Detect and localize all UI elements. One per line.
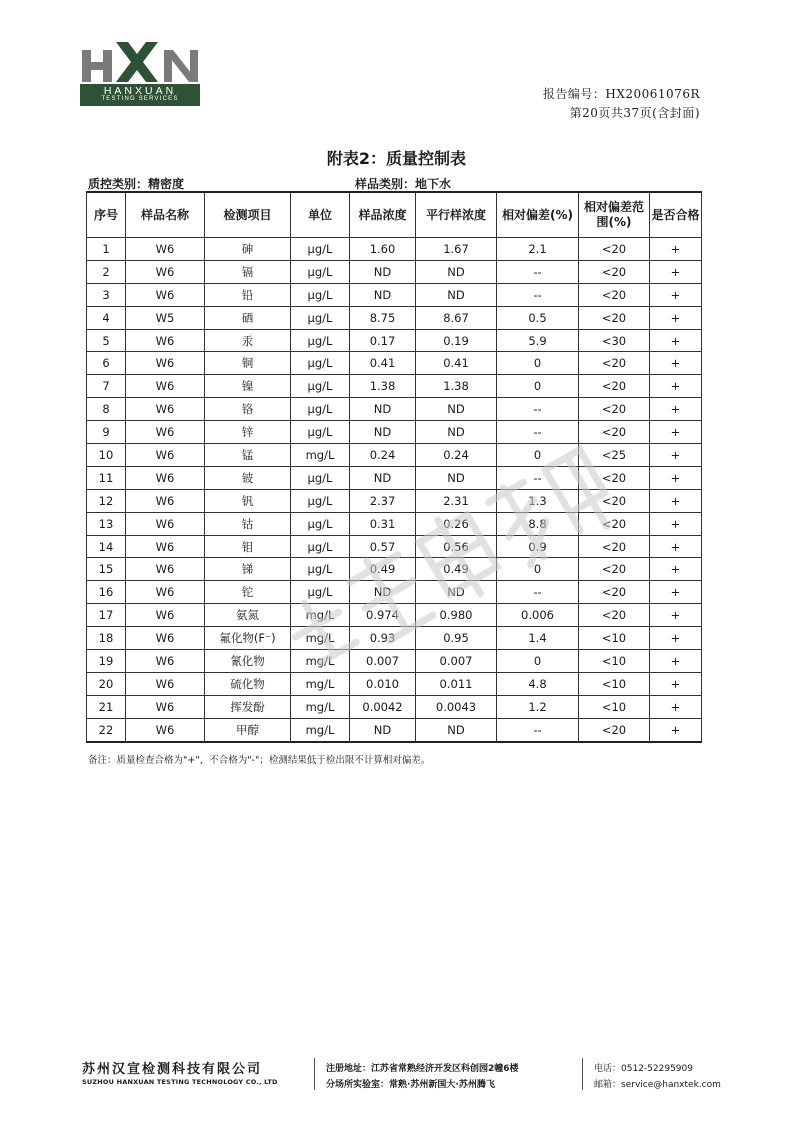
cell-pass: + [650,535,702,558]
cell-rel-dev-range: <30 [579,329,650,352]
cell-test-item: 钼 [205,535,291,558]
col-header-sample-name: 样品名称 [126,192,205,238]
cell-rel-dev-range: <20 [579,581,650,604]
cell-rel-dev: 0 [497,352,579,375]
cell-unit: μg/L [291,238,350,261]
table-row [87,695,702,718]
cell-pass: + [650,512,702,535]
table-header-row [87,192,702,238]
cell-sample-name: W6 [126,283,205,306]
table-row [87,352,702,375]
footer-company-name: 苏州汉宣检测科技有限公司 [82,1062,263,1077]
cell-parallel-conc: ND [416,718,497,741]
cell-pass: + [650,695,702,718]
cell-index: 17 [87,604,126,627]
cell-test-item: 氰化物 [205,650,291,673]
cell-sample-conc: 0.24 [350,444,416,467]
cell-rel-dev: 1.4 [497,627,579,650]
cell-parallel-conc: 1.67 [416,238,497,261]
cell-unit: μg/L [291,581,350,604]
cell-pass: + [650,558,702,581]
cell-pass: + [650,718,702,741]
cell-sample-conc: 0.57 [350,535,416,558]
report-number: 报告编号：HX20061076R [542,87,700,101]
cell-parallel-conc: 0.95 [416,627,497,650]
cell-unit: μg/L [291,329,350,352]
cell-rel-dev-range: <20 [579,375,650,398]
cell-rel-dev: -- [497,466,579,489]
cell-rel-dev-range: <20 [579,489,650,512]
cell-index: 6 [87,352,126,375]
cell-rel-dev-range: <25 [579,444,650,467]
cell-test-item: 砷 [205,238,291,261]
cell-index: 13 [87,512,126,535]
logo-subtitle: TESTING SERVICES [101,96,179,102]
cell-sample-name: W6 [126,695,205,718]
cell-test-item: 锌 [205,421,291,444]
cell-sample-conc: 0.974 [350,604,416,627]
cell-index: 20 [87,672,126,695]
cell-rel-dev-range: <10 [579,672,650,695]
cell-index: 19 [87,650,126,673]
cell-unit: μg/L [291,375,350,398]
cell-sample-name: W6 [126,650,205,673]
cell-parallel-conc: 0.0043 [416,695,497,718]
cell-parallel-conc: 0.24 [416,444,497,467]
qc-type-label: 质控类别：精密度 [88,177,185,191]
cell-sample-conc: 0.93 [350,627,416,650]
cell-index: 22 [87,718,126,741]
table-row [87,627,702,650]
cell-rel-dev: 2.1 [497,238,579,261]
table-row [87,260,702,283]
cell-parallel-conc: 1.38 [416,375,497,398]
cell-sample-name: W6 [126,718,205,741]
cell-index: 2 [87,260,126,283]
cell-test-item: 甲醇 [205,718,291,741]
col-header-pass: 是否合格 [650,192,702,238]
cell-sample-name: W5 [126,306,205,329]
cell-index: 1 [87,238,126,261]
cell-unit: mg/L [291,672,350,695]
cell-rel-dev: 8.8 [497,512,579,535]
cell-sample-conc: ND [350,581,416,604]
cell-rel-dev-range: <20 [579,512,650,535]
table-row [87,375,702,398]
footer-email-label: 邮箱： [594,1080,622,1090]
table-row [87,558,702,581]
cell-sample-conc: ND [350,466,416,489]
cell-unit: μg/L [291,512,350,535]
cell-sample-conc: 0.31 [350,512,416,535]
cell-rel-dev-range: <20 [579,558,650,581]
cell-rel-dev: 1.3 [497,489,579,512]
cell-index: 15 [87,558,126,581]
cell-parallel-conc: ND [416,283,497,306]
cell-index: 11 [87,466,126,489]
footer-divider [314,1058,315,1090]
cell-unit: μg/L [291,306,350,329]
cell-sample-name: W6 [126,672,205,695]
cell-sample-name: W6 [126,398,205,421]
cell-rel-dev: -- [497,421,579,444]
cell-parallel-conc: 0.49 [416,558,497,581]
cell-index: 10 [87,444,126,467]
cell-rel-dev: 0.9 [497,535,579,558]
cell-sample-name: W6 [126,375,205,398]
cell-parallel-conc: ND [416,421,497,444]
cell-sample-name: W6 [126,329,205,352]
cell-test-item: 硫化物 [205,672,291,695]
cell-unit: mg/L [291,695,350,718]
cell-sample-name: W6 [126,604,205,627]
table-row [87,398,702,421]
table-body [87,238,702,742]
cell-sample-name: W6 [126,535,205,558]
cell-rel-dev-range: <20 [579,718,650,741]
cell-pass: + [650,260,702,283]
col-header-unit: 单位 [291,192,350,238]
cell-sample-name: W6 [126,260,205,283]
sample-type-label: 样品类别：地下水 [355,177,452,191]
cell-rel-dev-range: <20 [579,306,650,329]
cell-sample-conc: ND [350,283,416,306]
cell-test-item: 铊 [205,581,291,604]
logo-band [80,84,200,106]
logo-hxn-mark [80,40,202,86]
cell-test-item: 锑 [205,558,291,581]
table-row [87,489,702,512]
footer-phone-value: 0512-52295909 [621,1064,693,1074]
cell-test-item: 铜 [205,352,291,375]
cell-pass: + [650,489,702,512]
cell-index: 7 [87,375,126,398]
cell-parallel-conc: 0.980 [416,604,497,627]
company-logo [80,40,202,110]
cell-sample-conc: 0.010 [350,672,416,695]
cell-index: 16 [87,581,126,604]
table-row [87,512,702,535]
table-row [87,329,702,352]
cell-sample-name: W6 [126,444,205,467]
cell-rel-dev-range: <20 [579,421,650,444]
cell-unit: μg/L [291,489,350,512]
cell-index: 5 [87,329,126,352]
cell-unit: μg/L [291,466,350,489]
cell-unit: μg/L [291,398,350,421]
cell-test-item: 汞 [205,329,291,352]
table-row [87,535,702,558]
cell-index: 3 [87,283,126,306]
footer-address: 注册地址：江苏省常熟经济开发区科创园2幢6楼 [326,1064,519,1074]
cell-rel-dev-range: <10 [579,650,650,673]
table-row [87,650,702,673]
cell-test-item: 氟化物(F⁻) [205,627,291,650]
cell-unit: μg/L [291,260,350,283]
cell-rel-dev-range: <10 [579,695,650,718]
col-header-sample-conc: 样品浓度 [350,192,416,238]
cell-unit: mg/L [291,650,350,673]
cell-pass: + [650,627,702,650]
cell-unit: mg/L [291,718,350,741]
table-row [87,581,702,604]
cell-rel-dev: -- [497,581,579,604]
cell-rel-dev-range: <20 [579,283,650,306]
cell-rel-dev: 0 [497,375,579,398]
footer-company-name-en: SUZHOU HANXUAN TESTING TECHNOLOGY CO., LTD [82,1078,278,1086]
footer-phone [594,1061,693,1074]
col-header-test-item: 检测项目 [205,192,291,238]
cell-index: 14 [87,535,126,558]
table-row [87,421,702,444]
cell-pass: + [650,650,702,673]
cell-pass: + [650,604,702,627]
quality-control-table [86,191,702,743]
footer-lab: 分场所实验室：常熟·苏州新国大·苏州腾飞 [326,1080,495,1090]
table-row [87,306,702,329]
cell-sample-conc: 1.38 [350,375,416,398]
cell-parallel-conc: 0.011 [416,672,497,695]
cell-sample-conc: 0.007 [350,650,416,673]
table-row [87,444,702,467]
cell-pass: + [650,421,702,444]
cell-rel-dev-range: <20 [579,604,650,627]
cell-sample-conc: ND [350,421,416,444]
cell-unit: mg/L [291,627,350,650]
footer-email-value[interactable]: service@hanxtek.com [621,1080,721,1090]
cell-sample-name: W6 [126,352,205,375]
cell-pass: + [650,444,702,467]
cell-parallel-conc: 0.26 [416,512,497,535]
cell-sample-name: W6 [126,421,205,444]
cell-index: 4 [87,306,126,329]
cell-index: 8 [87,398,126,421]
cell-parallel-conc: ND [416,581,497,604]
cell-rel-dev-range: <20 [579,238,650,261]
cell-pass: + [650,283,702,306]
cell-rel-dev: 0 [497,558,579,581]
cell-rel-dev: 0.5 [497,306,579,329]
cell-sample-conc: 0.17 [350,329,416,352]
cell-sample-conc: 0.41 [350,352,416,375]
cell-pass: + [650,329,702,352]
cell-pass: + [650,466,702,489]
cell-index: 18 [87,627,126,650]
footer-phone-label: 电话： [594,1064,622,1074]
cell-rel-dev: 4.8 [497,672,579,695]
cell-sample-name: W6 [126,489,205,512]
table-row [87,604,702,627]
cell-sample-conc: 0.0042 [350,695,416,718]
cell-sample-name: W6 [126,466,205,489]
cell-rel-dev-range: <20 [579,466,650,489]
cell-index: 21 [87,695,126,718]
cell-rel-dev: -- [497,260,579,283]
cell-sample-conc: 8.75 [350,306,416,329]
cell-rel-dev: -- [497,283,579,306]
cell-parallel-conc: 0.007 [416,650,497,673]
table-row [87,718,702,741]
cell-rel-dev: 0.006 [497,604,579,627]
col-header-parallel-conc: 平行样浓度 [416,192,497,238]
table-row [87,283,702,306]
cell-pass: + [650,306,702,329]
cell-sample-conc: 2.37 [350,489,416,512]
page-info: 第20页共37页(含封面) [569,106,700,120]
cell-parallel-conc: 0.19 [416,329,497,352]
cell-rel-dev-range: <20 [579,260,650,283]
cell-test-item: 镍 [205,375,291,398]
cell-pass: + [650,238,702,261]
cell-test-item: 氨氮 [205,604,291,627]
cell-parallel-conc: 8.67 [416,306,497,329]
cell-unit: μg/L [291,283,350,306]
cell-unit: μg/L [291,558,350,581]
cell-parallel-conc: ND [416,466,497,489]
cell-rel-dev: 5.9 [497,329,579,352]
cell-test-item: 铬 [205,398,291,421]
cell-unit: μg/L [291,535,350,558]
cell-rel-dev-range: <20 [579,535,650,558]
col-header-index: 序号 [87,192,126,238]
cell-parallel-conc: ND [416,260,497,283]
cell-test-item: 钒 [205,489,291,512]
cell-rel-dev: -- [497,718,579,741]
cell-pass: + [650,581,702,604]
cell-pass: + [650,398,702,421]
logo-name: HANXUAN [103,85,177,97]
cell-unit: mg/L [291,604,350,627]
cell-test-item: 挥发酚 [205,695,291,718]
cell-rel-dev-range: <10 [579,627,650,650]
cell-rel-dev: 0 [497,650,579,673]
cell-parallel-conc: 2.31 [416,489,497,512]
table-row [87,238,702,261]
cell-unit: μg/L [291,352,350,375]
page-title: 附表2：质量控制表 [326,149,467,168]
cell-pass: + [650,375,702,398]
cell-parallel-conc: 0.56 [416,535,497,558]
cell-sample-conc: 0.49 [350,558,416,581]
cell-index: 12 [87,489,126,512]
cell-test-item: 硒 [205,306,291,329]
cell-test-item: 锰 [205,444,291,467]
cell-unit: μg/L [291,421,350,444]
cell-sample-name: W6 [126,627,205,650]
cell-rel-dev: -- [497,398,579,421]
cell-sample-name: W6 [126,238,205,261]
cell-sample-conc: ND [350,718,416,741]
footer-divider [582,1058,583,1090]
cell-test-item: 镉 [205,260,291,283]
table-row [87,466,702,489]
cell-parallel-conc: 0.41 [416,352,497,375]
cell-unit: mg/L [291,444,350,467]
cell-parallel-conc: ND [416,398,497,421]
cell-sample-conc: ND [350,398,416,421]
cell-rel-dev-range: <20 [579,352,650,375]
cell-test-item: 铍 [205,466,291,489]
cell-sample-conc: ND [350,260,416,283]
cell-sample-conc: 1.60 [350,238,416,261]
col-header-rel-dev: 相对偏差(%) [497,192,579,238]
col-header-rel-dev-range: 相对偏差范围(%) [579,192,650,238]
cell-sample-name: W6 [126,581,205,604]
cell-index: 9 [87,421,126,444]
footer-email[interactable] [594,1077,721,1090]
cell-test-item: 铅 [205,283,291,306]
cell-rel-dev: 0 [497,444,579,467]
table-note: 备注：质量检查合格为"+"，不合格为"-"；检测结果低于检出限不计算相对偏差。 [88,755,431,766]
cell-test-item: 钴 [205,512,291,535]
cell-pass: + [650,672,702,695]
table-row [87,672,702,695]
cell-pass: + [650,352,702,375]
cell-rel-dev-range: <20 [579,398,650,421]
cell-sample-name: W6 [126,558,205,581]
cell-sample-name: W6 [126,512,205,535]
cell-rel-dev: 1.2 [497,695,579,718]
